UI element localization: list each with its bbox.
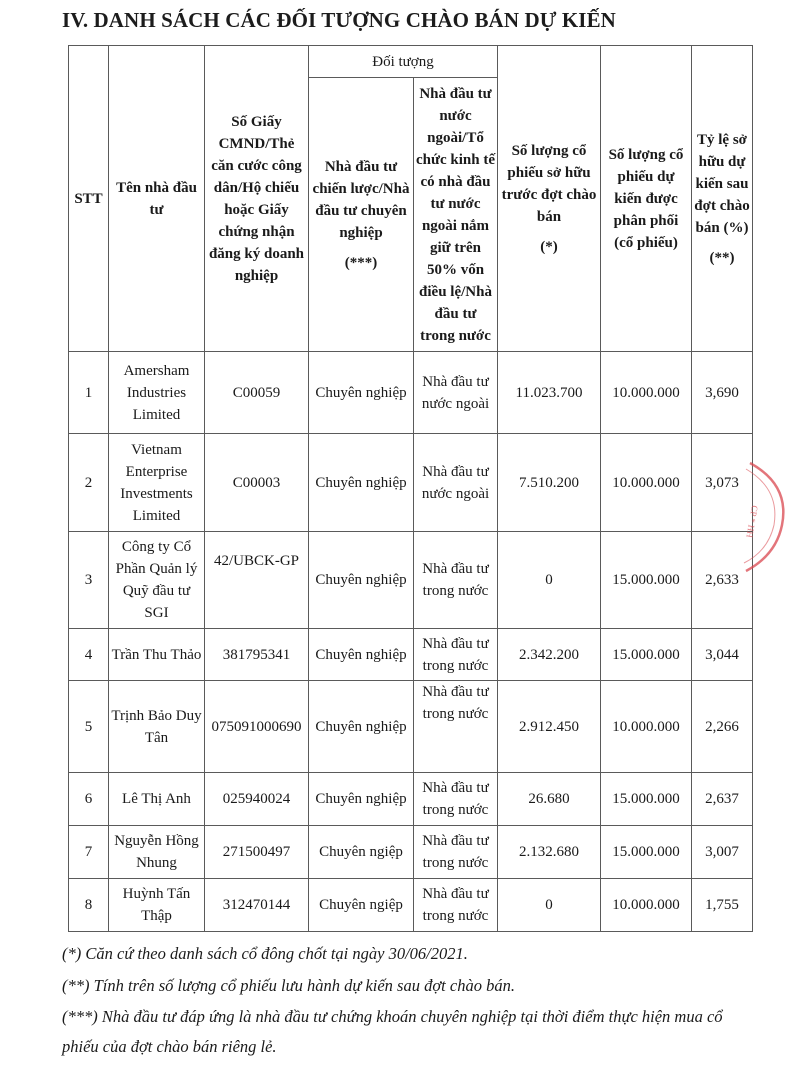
cell-stt: 4 bbox=[69, 629, 109, 681]
investor-table bbox=[68, 45, 753, 932]
cell-shares-before: 11.023.700 bbox=[498, 352, 601, 434]
header-shares-before-label: Số lượng cổ phiếu sở hữu trước đợt chào bán bbox=[501, 142, 597, 225]
footnotes bbox=[62, 938, 762, 1062]
table-row bbox=[69, 773, 753, 826]
cell-shares-before: 26.680 bbox=[498, 773, 601, 826]
header-ownership-after bbox=[692, 46, 753, 352]
cell-id: 42/UBCK-GP bbox=[205, 532, 309, 629]
table-row bbox=[69, 879, 753, 932]
cell-stt: 3 bbox=[69, 532, 109, 629]
header-shares-before bbox=[498, 46, 601, 352]
cell-id: 271500497 bbox=[205, 826, 309, 879]
cell-shares-allocated: 15.000.000 bbox=[601, 826, 692, 879]
cell-type: Chuyên nghiệp bbox=[309, 773, 414, 826]
header-ownership-after-note: (**) bbox=[709, 249, 735, 266]
cell-stt: 7 bbox=[69, 826, 109, 879]
cell-name: Huỳnh Tấn Thập bbox=[109, 879, 205, 932]
cell-name: Trịnh Bảo Duy Tân bbox=[109, 681, 205, 773]
cell-shares-before: 2.912.450 bbox=[498, 681, 601, 773]
cell-shares-allocated: 10.000.000 bbox=[601, 434, 692, 532]
table-row bbox=[69, 681, 753, 773]
header-foreign-domestic: Nhà đầu tư nước ngoài/Tổ chức kinh tế có nhà đầu tư nước ngoài nắm giữ trên 50% vốn điều lệ/Nhà đầu tư trong nước bbox=[414, 78, 498, 352]
cell-name: Vietnam Enterprise Investments Limited bbox=[109, 434, 205, 532]
header-id-doc: Số Giấy CMND/Thẻ căn cước công dân/Hộ chiếu hoặc Giấy chứng nhận đăng ký doanh nghiệp bbox=[205, 46, 309, 352]
cell-shares-allocated: 15.000.000 bbox=[601, 773, 692, 826]
cell-ownership-ratio: 3,073 bbox=[692, 434, 753, 532]
cell-ownership-ratio: 2,266 bbox=[692, 681, 753, 773]
cell-shares-before: 7.510.200 bbox=[498, 434, 601, 532]
cell-stt: 1 bbox=[69, 352, 109, 434]
cell-origin: Nhà đầu tư nước ngoài bbox=[414, 352, 498, 434]
svg-text:CP * HH: CP * HH bbox=[744, 504, 760, 539]
cell-shares-allocated: 15.000.000 bbox=[601, 629, 692, 681]
cell-id: C00059 bbox=[205, 352, 309, 434]
table-row bbox=[69, 532, 753, 629]
cell-origin: Nhà đầu tư trong nước bbox=[414, 681, 498, 773]
header-row bbox=[69, 46, 753, 78]
cell-id: 381795341 bbox=[205, 629, 309, 681]
header-stt: STT bbox=[69, 46, 109, 352]
header-name: Tên nhà đầu tư bbox=[109, 46, 205, 352]
footnote-1: (*) Căn cứ theo danh sách cổ đông chốt tại ngày 30/06/2021. bbox=[62, 944, 468, 963]
cell-origin: Nhà đầu tư trong nước bbox=[414, 826, 498, 879]
footnote-3: (***) Nhà đầu tư đáp ứng là nhà đầu tư chứng khoán chuyên nghiệp tại thời điểm thực hiện mua cổ phiếu của đợt chào bán riêng lẻ. bbox=[62, 1007, 723, 1056]
cell-shares-allocated: 10.000.000 bbox=[601, 879, 692, 932]
table-row bbox=[69, 826, 753, 879]
cell-origin: Nhà đầu tư trong nước bbox=[414, 773, 498, 826]
cell-id: C00003 bbox=[205, 434, 309, 532]
cell-type: Chuyên ngiệp bbox=[309, 826, 414, 879]
cell-name: Nguyễn Hồng Nhung bbox=[109, 826, 205, 879]
cell-shares-allocated: 10.000.000 bbox=[601, 352, 692, 434]
section-title: IV. DANH SÁCH CÁC ĐỐI TƯỢNG CHÀO BÁN DỰ KIẾN bbox=[62, 8, 616, 32]
cell-origin: Nhà đầu tư nước ngoài bbox=[414, 434, 498, 532]
cell-type: Chuyên nghiệp bbox=[309, 681, 414, 773]
cell-origin: Nhà đầu tư trong nước bbox=[414, 532, 498, 629]
cell-name: Lê Thị Anh bbox=[109, 773, 205, 826]
cell-type: Chuyên ngiệp bbox=[309, 879, 414, 932]
cell-ownership-ratio: 2,637 bbox=[692, 773, 753, 826]
cell-shares-before: 2.342.200 bbox=[498, 629, 601, 681]
footnote-2: (**) Tính trên số lượng cổ phiếu lưu hành dự kiến sau đợt chào bán. bbox=[62, 976, 515, 995]
cell-type: Chuyên nghiệp bbox=[309, 352, 414, 434]
cell-shares-before: 0 bbox=[498, 879, 601, 932]
cell-name: Trần Thu Thảo bbox=[109, 629, 205, 681]
cell-origin: Nhà đầu tư trong nước bbox=[414, 629, 498, 681]
cell-stt: 6 bbox=[69, 773, 109, 826]
cell-name: Amersham Industries Limited bbox=[109, 352, 205, 434]
cell-id: 025940024 bbox=[205, 773, 309, 826]
header-ownership-after-label: Tỷ lệ sở hữu dự kiến sau đợt chào bán (%) bbox=[694, 131, 750, 236]
cell-stt: 2 bbox=[69, 434, 109, 532]
header-strategic-note: (***) bbox=[344, 254, 378, 271]
cell-shares-before: 0 bbox=[498, 532, 601, 629]
cell-ownership-ratio: 2,633 bbox=[692, 532, 753, 629]
header-shares-before-note: (*) bbox=[540, 238, 558, 255]
cell-id: 075091000690 bbox=[205, 681, 309, 773]
cell-type: Chuyên nghiệp bbox=[309, 434, 414, 532]
cell-shares-allocated: 15.000.000 bbox=[601, 532, 692, 629]
cell-stt: 5 bbox=[69, 681, 109, 773]
table-row bbox=[69, 352, 753, 434]
cell-ownership-ratio: 3,690 bbox=[692, 352, 753, 434]
red-seal-stamp-icon bbox=[742, 455, 800, 575]
cell-type: Chuyên nghiệp bbox=[309, 532, 414, 629]
table-row bbox=[69, 629, 753, 681]
header-strategic-label: Nhà đầu tư chiến lược/Nhà đầu tư chuyên nghiệp bbox=[312, 158, 410, 241]
header-strategic bbox=[309, 78, 414, 352]
cell-shares-before: 2.132.680 bbox=[498, 826, 601, 879]
header-group-doi-tuong: Đối tượng bbox=[309, 46, 498, 78]
cell-origin: Nhà đầu tư trong nước bbox=[414, 879, 498, 932]
cell-name: Công ty Cổ Phần Quản lý Quỹ đầu tư SGI bbox=[109, 532, 205, 629]
cell-ownership-ratio: 3,044 bbox=[692, 629, 753, 681]
table-row bbox=[69, 434, 753, 532]
header-shares-allocated: Số lượng cổ phiếu dự kiến được phân phối (cổ phiếu) bbox=[601, 46, 692, 352]
table-body bbox=[69, 352, 753, 932]
cell-id: 312470144 bbox=[205, 879, 309, 932]
cell-stt: 8 bbox=[69, 879, 109, 932]
cell-shares-allocated: 10.000.000 bbox=[601, 681, 692, 773]
cell-ownership-ratio: 3,007 bbox=[692, 826, 753, 879]
cell-type: Chuyên nghiệp bbox=[309, 629, 414, 681]
cell-ownership-ratio: 1,755 bbox=[692, 879, 753, 932]
